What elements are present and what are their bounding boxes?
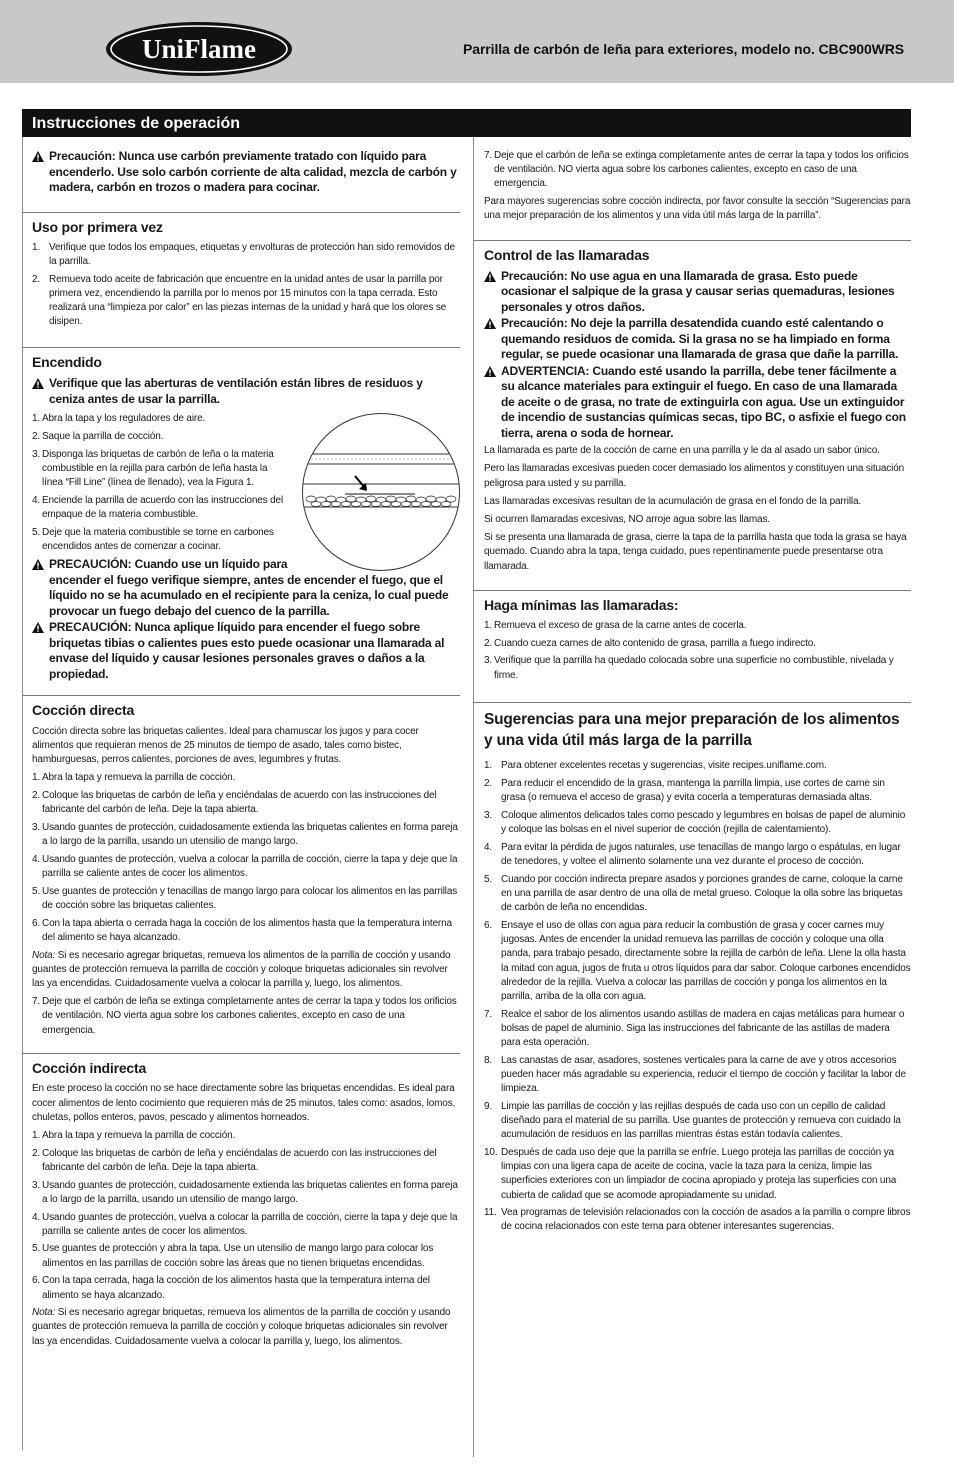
- warning-warm-briquettes: PRECAUCIÓN: Nunca aplique líquido para encender el fuego sobre briquetas tibias o calientes pues esto puede ocasionar una llamarada al envase del líquido y causar lesiones personales graves o daños a la propiedad.: [32, 620, 460, 682]
- flare-paragraph: Pero las llamaradas excesivas pueden cocer demasiado los alimentos y constituyen una situación peligrosa para usted y su parrilla.: [484, 463, 905, 489]
- direct-list-end: [32, 995, 460, 1038]
- list-item: 5. Use guantes de protección y abra la tapa. Use un utensilio de mango largo para colocar los alimentos en las parrillas de cocción sobre las áreas que no tienen briquetas encendidas.: [32, 1243, 434, 1269]
- list-item: 2. Coloque las briquetas de carbón de leña y enciéndalas de acuerdo con las instrucciones del fabricante del carbón de leña. Deje la tapa abierta.: [32, 1147, 437, 1173]
- tips-title: Sugerencias para una mejor preparación de los alimentos y una vida útil más larga de la parrilla: [484, 711, 900, 750]
- list-item: 7. Realce el sabor de los alimentos usando astillas de madera en cajas metálicas para humear o bolsas de papel de aluminio. Siga las instrucciones del fabricante de las astillas de madera para esta operación.: [484, 1008, 905, 1049]
- list-item: 4. Para evitar la pérdida de jugos naturales, use tenacillas de mango largo o espátulas, en lugar de tenedores, y voltee el alimento solamente una vez durante el proceso de cocción.: [484, 841, 901, 868]
- direct-intro: Cocción directa sobre las briquetas calientes. Ideal para chamuscar los jugos y para cocer alimentos que requieran menos de 25 minutos de tiempo de asado, tales como bistec, hamburguesas, perros calientes, porciones de aves, legumbres y frutas.: [32, 725, 419, 766]
- list-item: 1. Remueva el exceso de grasa de la carne antes de cocerla.: [484, 620, 747, 632]
- warning-icon: [32, 622, 44, 633]
- list-item: 1. Abra la tapa y remueva la parrilla de cocción.: [32, 772, 236, 784]
- list-item: 1. Abra la tapa y los reguladores de aire.: [32, 413, 206, 425]
- list-item: 7. Deje que el carbón de leña se extinga completamente antes de cerrar la tapa y todos los orificios de ventilación. NO vierta agua sobre los carbones calientes, excepto en caso de una emergencia.: [32, 996, 457, 1036]
- list-item: 9. Limpie las parrillas de cocción y las rejillas después de cada uso con un cepillo de calidad diseñado para el material de su parrilla. Use guantes de protección y remueva con cuidado la acumulación de residuos en las parrillas mientras éstas están todavía calientes.: [484, 1100, 901, 1141]
- section-title: Instrucciones de operación: [32, 115, 241, 132]
- list-item: 3. Disponga las briquetas de carbón de leña o la materia combustible en la rejilla para carbón de leña hasta la línea “Fill Line” (línea de llenado), vea la Figura 1.: [32, 448, 274, 488]
- list-item: 1. Para obtener excelentes recetas y sugerencias, visite recipes.uniflame.com.: [484, 760, 827, 772]
- indirect-list-end: [484, 149, 911, 192]
- list-item: 4. Enciende la parrilla de acuerdo con las instrucciones del empaque de la materia combustible.: [32, 494, 284, 520]
- indirect-note: Nota: Si es necesario agregar briquetas, remueva los alimentos de la parrilla de cocción y usando guantes de protección remueva la parrilla de cocción y coloque briquetas adicionales sin revolver las ya encendidas. Cuidadosamente vuelva a colocar la parrilla y, luego, los alimentos.: [32, 1307, 451, 1347]
- flare-warning: ADVERTENCIA: Cuando esté usando la parrilla, debe tener fácilmente a su alcance materiales para extinguir el fuego. En caso de una llamarada de aceite o de grasa, no trate de extinguirla con agua. Use un extinguidor de incendio de sustancias químicas secas, tipo BC, o asfixie el fuego con tierra, arena o soda de hornear.: [484, 364, 911, 442]
- section-title-bar: [22, 109, 911, 137]
- flare-warnings: [484, 269, 911, 442]
- tips-section: [474, 702, 911, 1234]
- list-item: 6. Con la tapa abierta o cerrada haga la cocción de los alimentos hasta que la temperatura interna del alimento se haya alcanzado.: [32, 917, 452, 943]
- flare-control-title: Control de las llamaradas: [484, 246, 650, 263]
- logo-text: UniFlame: [142, 34, 256, 64]
- list-item: 5. Use guantes de protección y tenacillas de mango largo para colocar los alimentos en las parrillas de cocción sobre las briquetas calientes.: [32, 885, 458, 911]
- list-item: 6. Ensaye el uso de ollas con agua para reducir la combustión de grasa y cocer carnes muy jugosas. Antes de encender la unidad remueva las parrillas de cocción y coloque una olla panda, para trabajo pesado, directamente sobre la rejilla de carbón de leña. Llene la olla hasta la mitad con agua, jugos de fruta u otros líquidos para dar sabor. Coloque carbones encendidos alrededor de la rejilla. Vuelva a colocar las parrillas de cocción y ponga los alimentos en la parrilla, arriba de la olla con agua.: [484, 919, 911, 1002]
- warning-icon: [484, 366, 496, 377]
- right-column: [474, 137, 911, 1238]
- lighting-title: Encendido: [32, 353, 102, 370]
- left-column: [22, 137, 460, 1353]
- warning-icon: [32, 559, 44, 570]
- figure-fill-line: [302, 413, 460, 571]
- list-item: 3. Usando guantes de protección, cuidadosamente extienda las briquetas calientes en forma pareja a lo largo de la parrilla, usando un utensilio de mango largo.: [32, 821, 458, 848]
- minimize-flare-title: Haga mínimas las llamaradas:: [484, 596, 679, 613]
- list-item: 5. Deje que la materia combustible se torne en carbones encendidos antes de comenzar a cocinar.: [32, 526, 274, 552]
- direct-list: [32, 771, 460, 945]
- list-item: 2. Remueva todo aceite de fabricación que encuentre en la unidad antes de usar la parrilla por primera vez, encendiendo la parrilla por lo menos por 15 minutos con la tapa cerrada. Esto realizará una “limpieza por calor” en las piezas internas de la unidad y hará que los olores se disipen.: [32, 273, 447, 328]
- indirect-cooking-section: [22, 1053, 460, 1349]
- tips-list: [484, 759, 911, 1234]
- warning-charcoal: Precaución: Nunca use carbón previamente tratado con líquido para encenderlo. Use solo carbón corriente de alta calidad, mezcla de carbón y madera, carbón en trozos o madera para cocinar.: [32, 149, 460, 196]
- flare-paragraph: Si ocurren llamaradas excesivas, NO arroje agua sobre las llamas.: [484, 514, 770, 526]
- list-item: 5. Cuando por cocción indirecta prepare asados y porciones grandes de carne, coloque la carne en una parrilla de asar dentro de una olla de metal grueso. Coloque la olla sobre las briquetas de carbón de leña no encendidas.: [484, 873, 903, 914]
- warning-icon: [32, 378, 44, 389]
- list-item: 6. Con la tapa cerrada, haga la cocción de los alimentos hasta que la temperatura interna del alimento se haya alcanzado.: [32, 1275, 430, 1301]
- indirect-list: [32, 1129, 460, 1303]
- minimize-flare-section: [474, 590, 911, 703]
- list-item: 1. Abra la tapa y remueva la parrilla de cocción.: [32, 1130, 236, 1142]
- document-title: Parrilla de carbón de leña para exteriores, modelo no. CBC900WRS: [463, 41, 904, 57]
- list-item: 1. Verifique que todos los empaques, etiquetas y envolturas de protección han sido removidos de la parrilla.: [32, 241, 455, 267]
- list-item: 3. Verifique que la parrilla ha quedado colocada sobre una superficie no combustible, nivelada y firme.: [484, 655, 894, 681]
- list-item: 11. Vea programas de televisión relacionados con la cocción de asados a la parrilla o compre libros de cocina relacionados con este tema para obtener interesantes sugerencias.: [484, 1207, 911, 1233]
- list-item: 10. Después de cada uso deje que la parrilla se enfríe. Luego proteja las parrillas de cocción ya limpias con una ligera capa de aceite de cocina, vacíe la taza para la ceniza, limpie las superficies exteriores con un limpiador de cocina apropiado y proteja las superficies con una cubierta de calidad que se acomode apropiadamente su unidad.: [484, 1146, 897, 1201]
- flare-warning: Precaución: No deje la parrilla desatendida cuando esté calentando o quemando residuos de comida. Si la grasa no se ha limpiado en forma regular, se puede ocasionar una llamarada de grasa que dañe la parrilla.: [484, 316, 911, 363]
- indirect-more-tips: Para mayores sugerencias sobre cocción indirecta, por favor consulte la sección “Sugerencias para una mejor preparación de los alimentos y una vida útil más larga de la parrilla”.: [484, 196, 911, 222]
- warning-icon: [484, 271, 496, 282]
- list-item: 3. Coloque alimentos delicados tales como pescado y legumbres en bolsas de papel de aluminio y coloque las bolsas en el nivel superior de cocción (rejilla de calentamiento).: [484, 809, 906, 836]
- indirect-cooking-title: Cocción indirecta: [32, 1060, 147, 1077]
- direct-cooking-section: [22, 695, 460, 1053]
- flare-control-section: [474, 240, 911, 590]
- flare-paragraph: Las llamaradas excesivas resultan de la acumulación de grasa en el fondo de la parrilla.: [484, 495, 862, 507]
- list-item: 4. Usando guantes de protección, vuelva a colocar la parrilla de cocción, cierre la tapa y deje que la parrilla se caliente antes de cocer los alimentos.: [32, 853, 458, 879]
- flare-paragraph: La llamarada es parte de la cocción de carne en una parrilla y le da al asado un sabor único.: [484, 445, 880, 457]
- warning-icon: [484, 318, 496, 329]
- warning-vents: Verifique que las aberturas de ventilación están libres de residuos y ceniza antes de usar la parrilla.: [32, 376, 460, 407]
- list-item: 7. Deje que el carbón de leña se extinga completamente antes de cerrar la tapa y todos los orificios de ventilación. NO vierta agua sobre los carbones calientes, excepto en caso de una emergencia.: [484, 150, 909, 190]
- direct-cooking-title: Cocción directa: [32, 702, 135, 719]
- list-item: 3. Usando guantes de protección, cuidadosamente extienda las briquetas calientes en forma pareja a lo largo de la parrilla, usando un utensilio de mango largo.: [32, 1179, 458, 1205]
- list-item: 2. Coloque las briquetas de carbón de leña y enciéndalas de acuerdo con las instrucciones del fabricante del carbón de leña. Deje la tapa abierta.: [32, 789, 437, 816]
- list-item: 2. Cuando cueza carnes de alto contenido de grasa, parrilla a fuego indirecto.: [484, 637, 816, 649]
- direct-note: Nota: Si es necesario agregar briquetas, remueva los alimentos de la parrilla de cocción y usando guantes de protección remueva la parrilla de cocción y coloque briquetas adicionales sin revolver las ya encendidas. Cuidadosamente vuelva a colocar la parrilla y, luego, los alimentos.: [32, 949, 451, 989]
- flare-paragraph: Si se presenta una llamarada de grasa, cierre la tapa de la parrilla hasta que toda la grasa se haya quemado. Cuando abra la tapa, tenga cuidado, pues repentinamente puede presentarse otra llamarada.: [484, 532, 907, 572]
- top-warning-block: [22, 137, 460, 212]
- list-item: 4. Usando guantes de protección, vuelva a colocar la parrilla de cocción, cierre la tapa y deje que la parrilla se caliente antes de cocer los alimentos.: [32, 1211, 458, 1237]
- page-header: [0, 0, 954, 83]
- first-use-section: [22, 212, 460, 347]
- lighting-list: [32, 412, 287, 554]
- warning-icon: [32, 151, 44, 162]
- list-item: 2. Saque la parrilla de cocción.: [32, 430, 164, 442]
- indirect-intro: En este proceso la cocción no se hace directamente sobre las briquetas encendidas. Es ideal para cocer alimentos de lento cocimiento que requieren más de 25 minutos, tales como: asados, lomos, chuletas, pollos enteros, pavos, pescado y alimentos horneados.: [32, 1083, 456, 1123]
- first-use-list: [32, 241, 460, 330]
- flare-paragraphs: [484, 444, 911, 574]
- first-use-title: Uso por primera vez: [32, 218, 163, 235]
- flare-warning: Precaución: No use agua en una llamarada de grasa. Esto puede ocasionar el salpique de la grasa y causar serias quemaduras, lesiones personales y otros daños.: [484, 269, 911, 316]
- minimize-list: [484, 619, 911, 683]
- fill-line-illustration: [303, 414, 460, 571]
- list-item: 8. Las canastas de asar, asadores, sostenes verticales para la carne de ave y otros accesorios pueden hacer más agradable su experiencia, reducir el tiempo de cocción y facilitar la labor de limpieza.: [484, 1054, 906, 1095]
- warning-lighter-fluid: PRECAUCIÓN: Cuando use un líquido para encender el fuego verifique siempre, antes de encender el fuego, que el líquido no se ha acumulado en el recipiente para la ceniza, lo cual puede provocar un fuego debajo del cuenco de la parrilla.: [32, 557, 460, 619]
- list-item: 2. Para reducir el encendido de la grasa, mantenga la parrilla limpia, use cortes de carne sin grasa (o remueva el acceso de grasa) y evita cocerla a temperaturas demasiada altas.: [484, 778, 885, 804]
- uniflame-logo: [104, 20, 294, 78]
- indirect-continued: [474, 137, 911, 240]
